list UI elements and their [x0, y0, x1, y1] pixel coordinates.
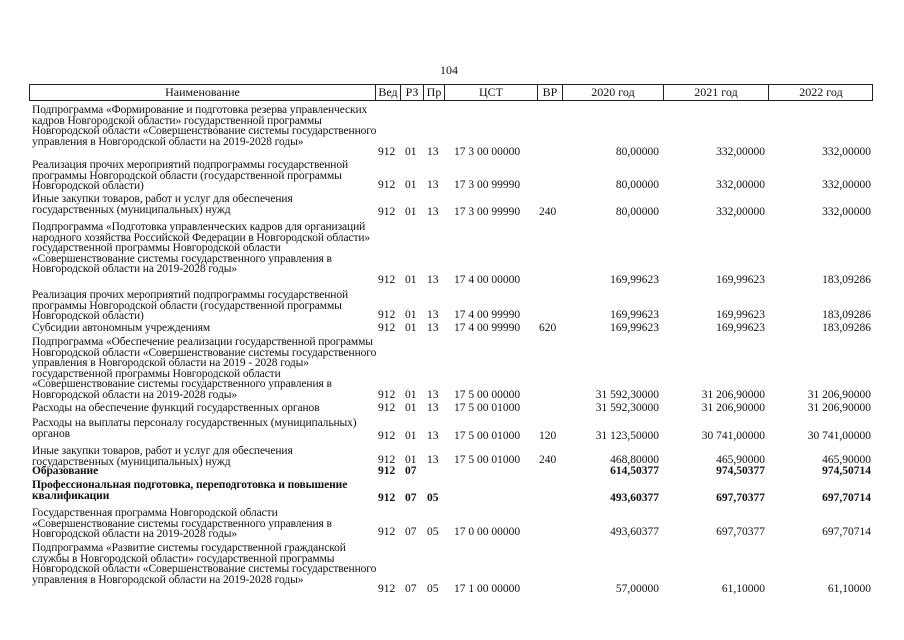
table-row-section: [29, 480, 873, 504]
row-pr: 13: [427, 146, 439, 159]
header-ved: Вед: [378, 85, 398, 99]
row-2021: 465,90000: [716, 454, 765, 467]
row-pr: 13: [427, 274, 439, 287]
row-cst: 17 3 00 99990: [454, 179, 521, 192]
row-2022: 332,00000: [822, 206, 871, 219]
row-name: Иные закупки товаров, работ и услуг для обеспечения государственных (муниципальных) нужд: [32, 445, 293, 468]
row-cst: 17 4 00 99990: [454, 322, 521, 335]
row-cst: 17 5 00 00000: [454, 389, 521, 402]
row-rz: 01: [405, 146, 417, 159]
row-ved: 912: [378, 402, 396, 415]
row-cst: 17 1 00 00000: [454, 583, 521, 596]
row-2022: 183,09286: [822, 322, 871, 335]
row-rz: 01: [405, 430, 417, 443]
row-name: Иные закупки товаров, работ и услуг для обеспечения государственных (муниципальных) нужд: [32, 193, 293, 216]
row-ved: 912: [378, 430, 396, 443]
header-cst: ЦСТ: [479, 85, 503, 99]
row-pr: 05: [427, 583, 439, 596]
row-rz: 01: [405, 179, 417, 192]
row-ved: 912: [378, 274, 396, 287]
row-vr: 240: [539, 206, 557, 219]
row-rz: 01: [405, 402, 417, 415]
row-pr: 13: [427, 430, 439, 443]
row-2020: 169,99623: [610, 322, 659, 335]
row-2020: 80,00000: [615, 146, 659, 159]
row-2021: 332,00000: [716, 179, 765, 192]
row-cst: 17 4 00 99990: [454, 309, 521, 322]
row-2022: 697,70714: [822, 526, 871, 539]
row-2020: 80,00000: [615, 179, 659, 192]
row-name: Подпрограмма «Обеспечение реализации государственной программы Новгородской области «Совершенствование системы государственного управления в Новгородской области на 2019 - 2028 годы» государственной программы Новгородской области «Совершенствование системы государственного управления в Новгородской области на 2019-2028 годы»: [32, 336, 377, 401]
table-row: [29, 160, 873, 191]
row-rz: 07: [405, 583, 417, 596]
row-2020: 31 592,30000: [595, 389, 659, 402]
row-name: Расходы на обеспечение функций государственных органов: [32, 402, 320, 414]
header-pr: Пр: [426, 85, 442, 99]
row-ved: 912: [378, 583, 396, 596]
row-2022: 31 206,90000: [807, 402, 871, 415]
table-row: [29, 323, 873, 334]
table-row: [29, 507, 873, 541]
row-2022: 465,90000: [822, 454, 871, 467]
header-2020: 2020 год: [591, 85, 635, 99]
row-ved: 912: [378, 492, 396, 505]
row-rz: 01: [405, 206, 417, 219]
table-row: [29, 543, 873, 595]
row-2021: 974,50377: [716, 465, 765, 478]
row-vr: 620: [539, 322, 557, 335]
row-2020: 493,60377: [610, 492, 659, 505]
row-2022: 30 741,00000: [807, 430, 871, 443]
header-name: Наименование: [165, 85, 240, 99]
row-2020: 169,99623: [610, 274, 659, 287]
row-ved: 912: [378, 206, 396, 219]
row-rz: 01: [405, 309, 417, 322]
row-2021: 30 741,00000: [701, 430, 765, 443]
row-2021: 31 206,90000: [701, 389, 765, 402]
header-vr: ВР: [542, 85, 558, 99]
header-2022: 2022 год: [799, 85, 843, 99]
row-2020: 31 123,50000: [595, 430, 659, 443]
row-2021: 169,99623: [716, 309, 765, 322]
row-cst: 17 3 00 99990: [454, 206, 521, 219]
row-pr: 13: [427, 402, 439, 415]
row-2020: 468,80000: [610, 454, 659, 467]
row-2021: 332,00000: [716, 206, 765, 219]
row-cst: 17 4 00 00000: [454, 274, 521, 287]
row-name: Субсидии автономным учреждениям: [32, 322, 211, 334]
row-2022: 183,09286: [822, 274, 871, 287]
row-rz: 01: [405, 389, 417, 402]
row-ved: 912: [378, 454, 396, 467]
page-number: 104: [440, 63, 458, 77]
row-2020: 80,00000: [615, 206, 659, 219]
row-2020: 614,50377: [610, 465, 659, 478]
row-2021: 697,70377: [716, 492, 765, 505]
row-2022: 183,09286: [822, 309, 871, 322]
row-2021: 61,10000: [721, 583, 765, 596]
row-2021: 31 206,90000: [701, 402, 765, 415]
row-vr: 120: [539, 430, 557, 443]
row-2021: 697,70377: [716, 526, 765, 539]
row-name: Подпрограмма «Формирование и подготовка резерва управленческих кадров Новгородской области» государственной программы Новгородской области «Совершенствование системы государственного управления в Новгородской области на 2019-2028 годы»: [32, 104, 377, 148]
table-row: [29, 403, 873, 414]
row-ved: 912: [378, 465, 396, 478]
table-row: [29, 418, 873, 442]
row-2021: 169,99623: [716, 274, 765, 287]
row-ved: 912: [378, 322, 396, 335]
row-2021: 169,99623: [716, 322, 765, 335]
row-rz: 01: [405, 274, 417, 287]
row-pr: 13: [427, 389, 439, 402]
row-2022: 332,00000: [822, 179, 871, 192]
row-name: Реализация прочих мероприятий подпрограммы государственной программы Новгородской области (государственной программы Новгородской области): [32, 289, 349, 323]
row-2022: 61,10000: [827, 583, 871, 596]
row-ved: 912: [378, 146, 396, 159]
row-ved: 912: [378, 179, 396, 192]
row-rz: 07: [405, 526, 417, 539]
row-pr: 13: [427, 179, 439, 192]
row-name: Подпрограмма «Подготовка управленческих кадров для организаций народного хозяйства Российской Федерации в Новгородской области» государственной программы Новгородской области «Совершенствование системы государственного управления в Новгородской области на 2019-2028 годы»: [32, 221, 371, 276]
row-name: Расходы на выплаты персоналу государственных (муниципальных) органов: [32, 417, 357, 440]
table-row: [29, 194, 873, 218]
row-2020: 169,99623: [610, 309, 659, 322]
table-row: [29, 290, 873, 321]
row-ved: 912: [378, 526, 396, 539]
header-rz: РЗ: [405, 85, 419, 99]
row-pr: 05: [427, 526, 439, 539]
row-pr: 13: [427, 454, 439, 467]
row-2020: 57,00000: [615, 583, 659, 596]
table-header: [29, 84, 873, 101]
row-name: Образование: [32, 465, 99, 477]
row-rz: 01: [405, 322, 417, 335]
row-pr: 05: [427, 492, 439, 505]
table-row: [29, 105, 873, 158]
row-vr: 240: [539, 454, 557, 467]
row-ved: 912: [378, 309, 396, 322]
row-name: Профессиональная подготовка, переподготовка и повышение квалификации: [32, 479, 348, 502]
row-name: Подпрограмма «Развитие системы государственной гражданской службы в Новгородской области» государственной программы Новгородской области «Совершенствование системы государственного управления в Новгородской области на 2019-2028 годы»: [32, 542, 377, 586]
row-cst: 17 5 00 01000: [454, 430, 521, 443]
row-2020: 493,60377: [610, 526, 659, 539]
table-row: [29, 446, 873, 466]
row-rz: 07: [405, 465, 417, 478]
row-cst: 17 3 00 00000: [454, 146, 521, 159]
row-cst: 17 5 00 01000: [454, 402, 521, 415]
row-name: Государственная программа Новгородской области «Совершенствование системы государственного управления в Новгородской области на 2019-2028 годы»: [32, 507, 332, 541]
row-cst: 17 5 00 01000: [454, 454, 521, 467]
row-2021: 332,00000: [716, 146, 765, 159]
row-2020: 31 592,30000: [595, 402, 659, 415]
row-2022: 697,70714: [822, 492, 871, 505]
row-pr: 13: [427, 322, 439, 335]
table-row: [29, 337, 873, 401]
row-2022: 332,00000: [822, 146, 871, 159]
row-rz: 07: [405, 492, 417, 505]
header-2021: 2021 год: [694, 85, 738, 99]
table-row-section: [29, 466, 873, 477]
row-rz: 01: [405, 454, 417, 467]
row-pr: 13: [427, 206, 439, 219]
table-row: [29, 222, 873, 286]
row-cst: 17 0 00 00000: [454, 526, 521, 539]
row-ved: 912: [378, 389, 396, 402]
row-name: Реализация прочих мероприятий подпрограммы государственной программы Новгородской области (государственной программы Новгородской области): [32, 159, 349, 193]
row-2022: 974,50714: [822, 465, 871, 478]
row-pr: 13: [427, 309, 439, 322]
row-2022: 31 206,90000: [807, 389, 871, 402]
